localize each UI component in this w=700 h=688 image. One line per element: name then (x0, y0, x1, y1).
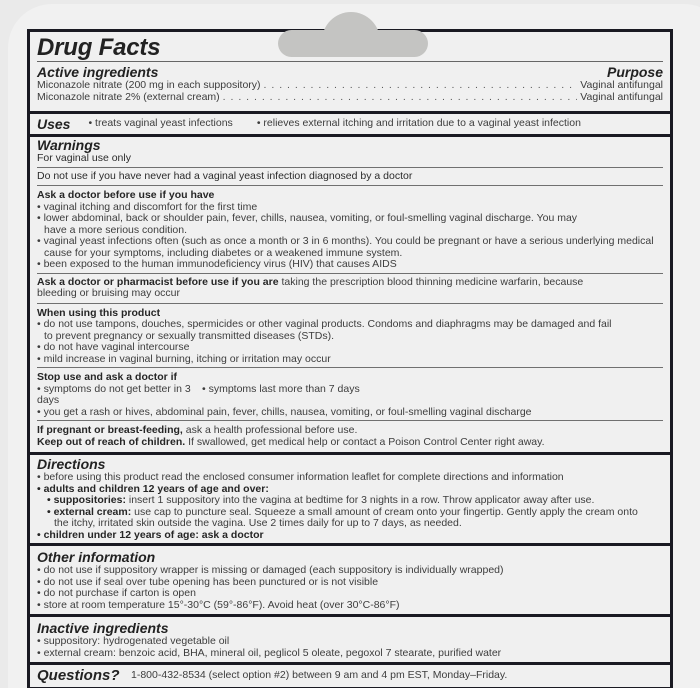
list-item: • symptoms last more than 7 days (202, 382, 360, 395)
pregnant-lead: If pregnant or breast-feeding, (37, 424, 183, 436)
keep-out-body: If swallowed, get medical help or contact a Poison Control Center right away. (185, 435, 545, 448)
other-information-box (30, 546, 670, 614)
warnings-box (30, 137, 670, 452)
uses-heading: Uses (37, 115, 71, 132)
cream-lead: • external cream: (47, 505, 132, 518)
list-item: • children under 12 years of age: ask a doctor (37, 528, 264, 541)
ask-pharmacist-section (37, 273, 663, 303)
list-item: • do not use tampons, douches, spermicides or other vaginal products. Condoms and diaphragms may be damaged and fail to prevent pregnancy or sexually transmitted diseases (STDs). (37, 318, 612, 342)
list-item: • been exposed to the human immunodeficiency virus (HIV) that causes AIDS (37, 258, 397, 270)
ask-doctor-section (37, 185, 663, 273)
uses-box (30, 114, 670, 134)
list-item: • do not use if seal over tube opening has been punctured or is not visible (37, 575, 379, 588)
list-item: • do not have vaginal intercourse (37, 341, 190, 353)
ingredient-name: Miconazole nitrate 2% (external cream) (37, 90, 220, 103)
list-item: • you get a rash or hives, abdominal pain, fever, chills, nausea, vomiting, or foul-smelling vaginal discharge (37, 405, 532, 418)
pregnant-body: ask a health professional before use. (182, 424, 358, 436)
drug-facts-title: Drug Facts (37, 32, 663, 62)
questions-phone-text: 1-800-432-8534 (select option #2) between 9 am and 4 pm EST, Monday–Friday. (131, 668, 508, 681)
list-item: • mild increase in vaginal burning, itching or irritation may occur (37, 352, 331, 365)
inactive-ingredients-heading: Inactive ingredients (37, 620, 169, 636)
ask-doctor-heading: Ask a doctor before use if you have (37, 189, 215, 201)
cream-body: use cap to puncture seal. Squeeze a small amount of cream onto your fingertip. Gently apply the cream onto the itchy, irritated skin outside the vagina. Use 2 times daily for up to 7 days, as needed. (54, 505, 638, 529)
when-using-heading: When using this product (37, 306, 161, 319)
list-item: • external cream: benzoic acid, BHA, mineral oil, peglicol 5 oleate, pegoxol 7 stearate, purified water (37, 646, 502, 659)
active-ingredients-heading: Active ingredients (37, 64, 159, 80)
list-item: • adults and children 12 years of age and over: (37, 482, 269, 495)
warnings-heading: Warnings (37, 137, 101, 153)
list-item: • suppository: hydrogenated vegetable oil (37, 635, 230, 647)
ask-pharmacist-text (37, 277, 663, 300)
ingredient-purpose: Vaginal antifungal (580, 79, 663, 91)
questions-box (30, 665, 670, 687)
directions-heading: Directions (37, 456, 106, 472)
ingredient-row (37, 92, 663, 104)
questions-heading: Questions? (37, 666, 120, 684)
hang-tab-slot (278, 30, 428, 57)
stop-use-inline (37, 384, 663, 407)
stop-use-section (37, 367, 663, 420)
ask-pharmacist-lead: Ask a doctor or pharmacist before use if you are (37, 275, 279, 288)
list-item: • lower abdominal, back or shoulder pain, fever, chills, nausea, vomiting, or foul-smelling vaginal discharge. You may have a more serious condition. (37, 212, 578, 236)
ingredient-name: Miconazole nitrate (200 mg in each suppository) (37, 79, 261, 91)
inactive-ingredients-box (30, 617, 670, 662)
warnings-intro (37, 137, 663, 167)
list-item: • vaginal yeast infections often (such as once a month or 3 in 6 months). You could be pregnant or have a serious underlying medical cause for your symptoms, including diabetes or a weakened immune system. (37, 235, 654, 259)
for-vaginal-use: For vaginal use only (37, 152, 131, 164)
do-not-use-text: Do not use if you have never had a vaginal yeast infection diagnosed by a doctor (37, 169, 413, 182)
keep-out-text (37, 437, 663, 449)
other-information-heading: Other information (37, 549, 156, 565)
when-using-section (37, 303, 663, 368)
leader-dots (264, 80, 578, 92)
use-item: • relieves external itching and irritation due to a vaginal yeast infection (256, 116, 581, 129)
list-item: • do not use if suppository wrapper is missing or damaged (each suppository is individually wrapped) (37, 564, 504, 576)
ingredient-purpose: Vaginal antifungal (580, 90, 663, 103)
list-item: • store at room temperature 15°-30°C (59°-86°F). Avoid heat (over 30°C-86°F) (37, 598, 400, 611)
ask-pharmacist-body: taking the prescription blood thinning medicine warfarin, because bleeding or bruising may occur (37, 275, 584, 299)
ingredient-row (37, 80, 663, 92)
stop-use-heading: Stop use and ask a doctor if (37, 371, 178, 383)
do-not-use-section (37, 167, 663, 186)
directions-box (30, 455, 670, 543)
drug-facts-panel (27, 29, 673, 688)
list-item: • vaginal itching and discomfort for the first time (37, 200, 258, 213)
keep-out-lead: Keep out of reach of children. (37, 435, 186, 448)
list-item: • before using this product read the enclosed consumer information leaflet for complete directions and information (37, 471, 564, 483)
suppositories-body: insert 1 suppository into the vagina at bedtime for 3 nights in a row. Throw applicator away after use. (125, 494, 595, 506)
list-item (37, 507, 663, 530)
hang-tab-hole (278, 12, 428, 57)
list-item: • symptoms do not get better in 3 days (37, 382, 191, 406)
leader-dots (223, 92, 578, 104)
use-item: • treats vaginal yeast infections (88, 116, 233, 129)
pregnant-keep-out-section (37, 420, 663, 450)
purpose-heading: Purpose (606, 64, 663, 80)
list-item: • do not purchase if carton is open (37, 587, 196, 599)
suppositories-lead: • suppositories: (47, 494, 126, 506)
